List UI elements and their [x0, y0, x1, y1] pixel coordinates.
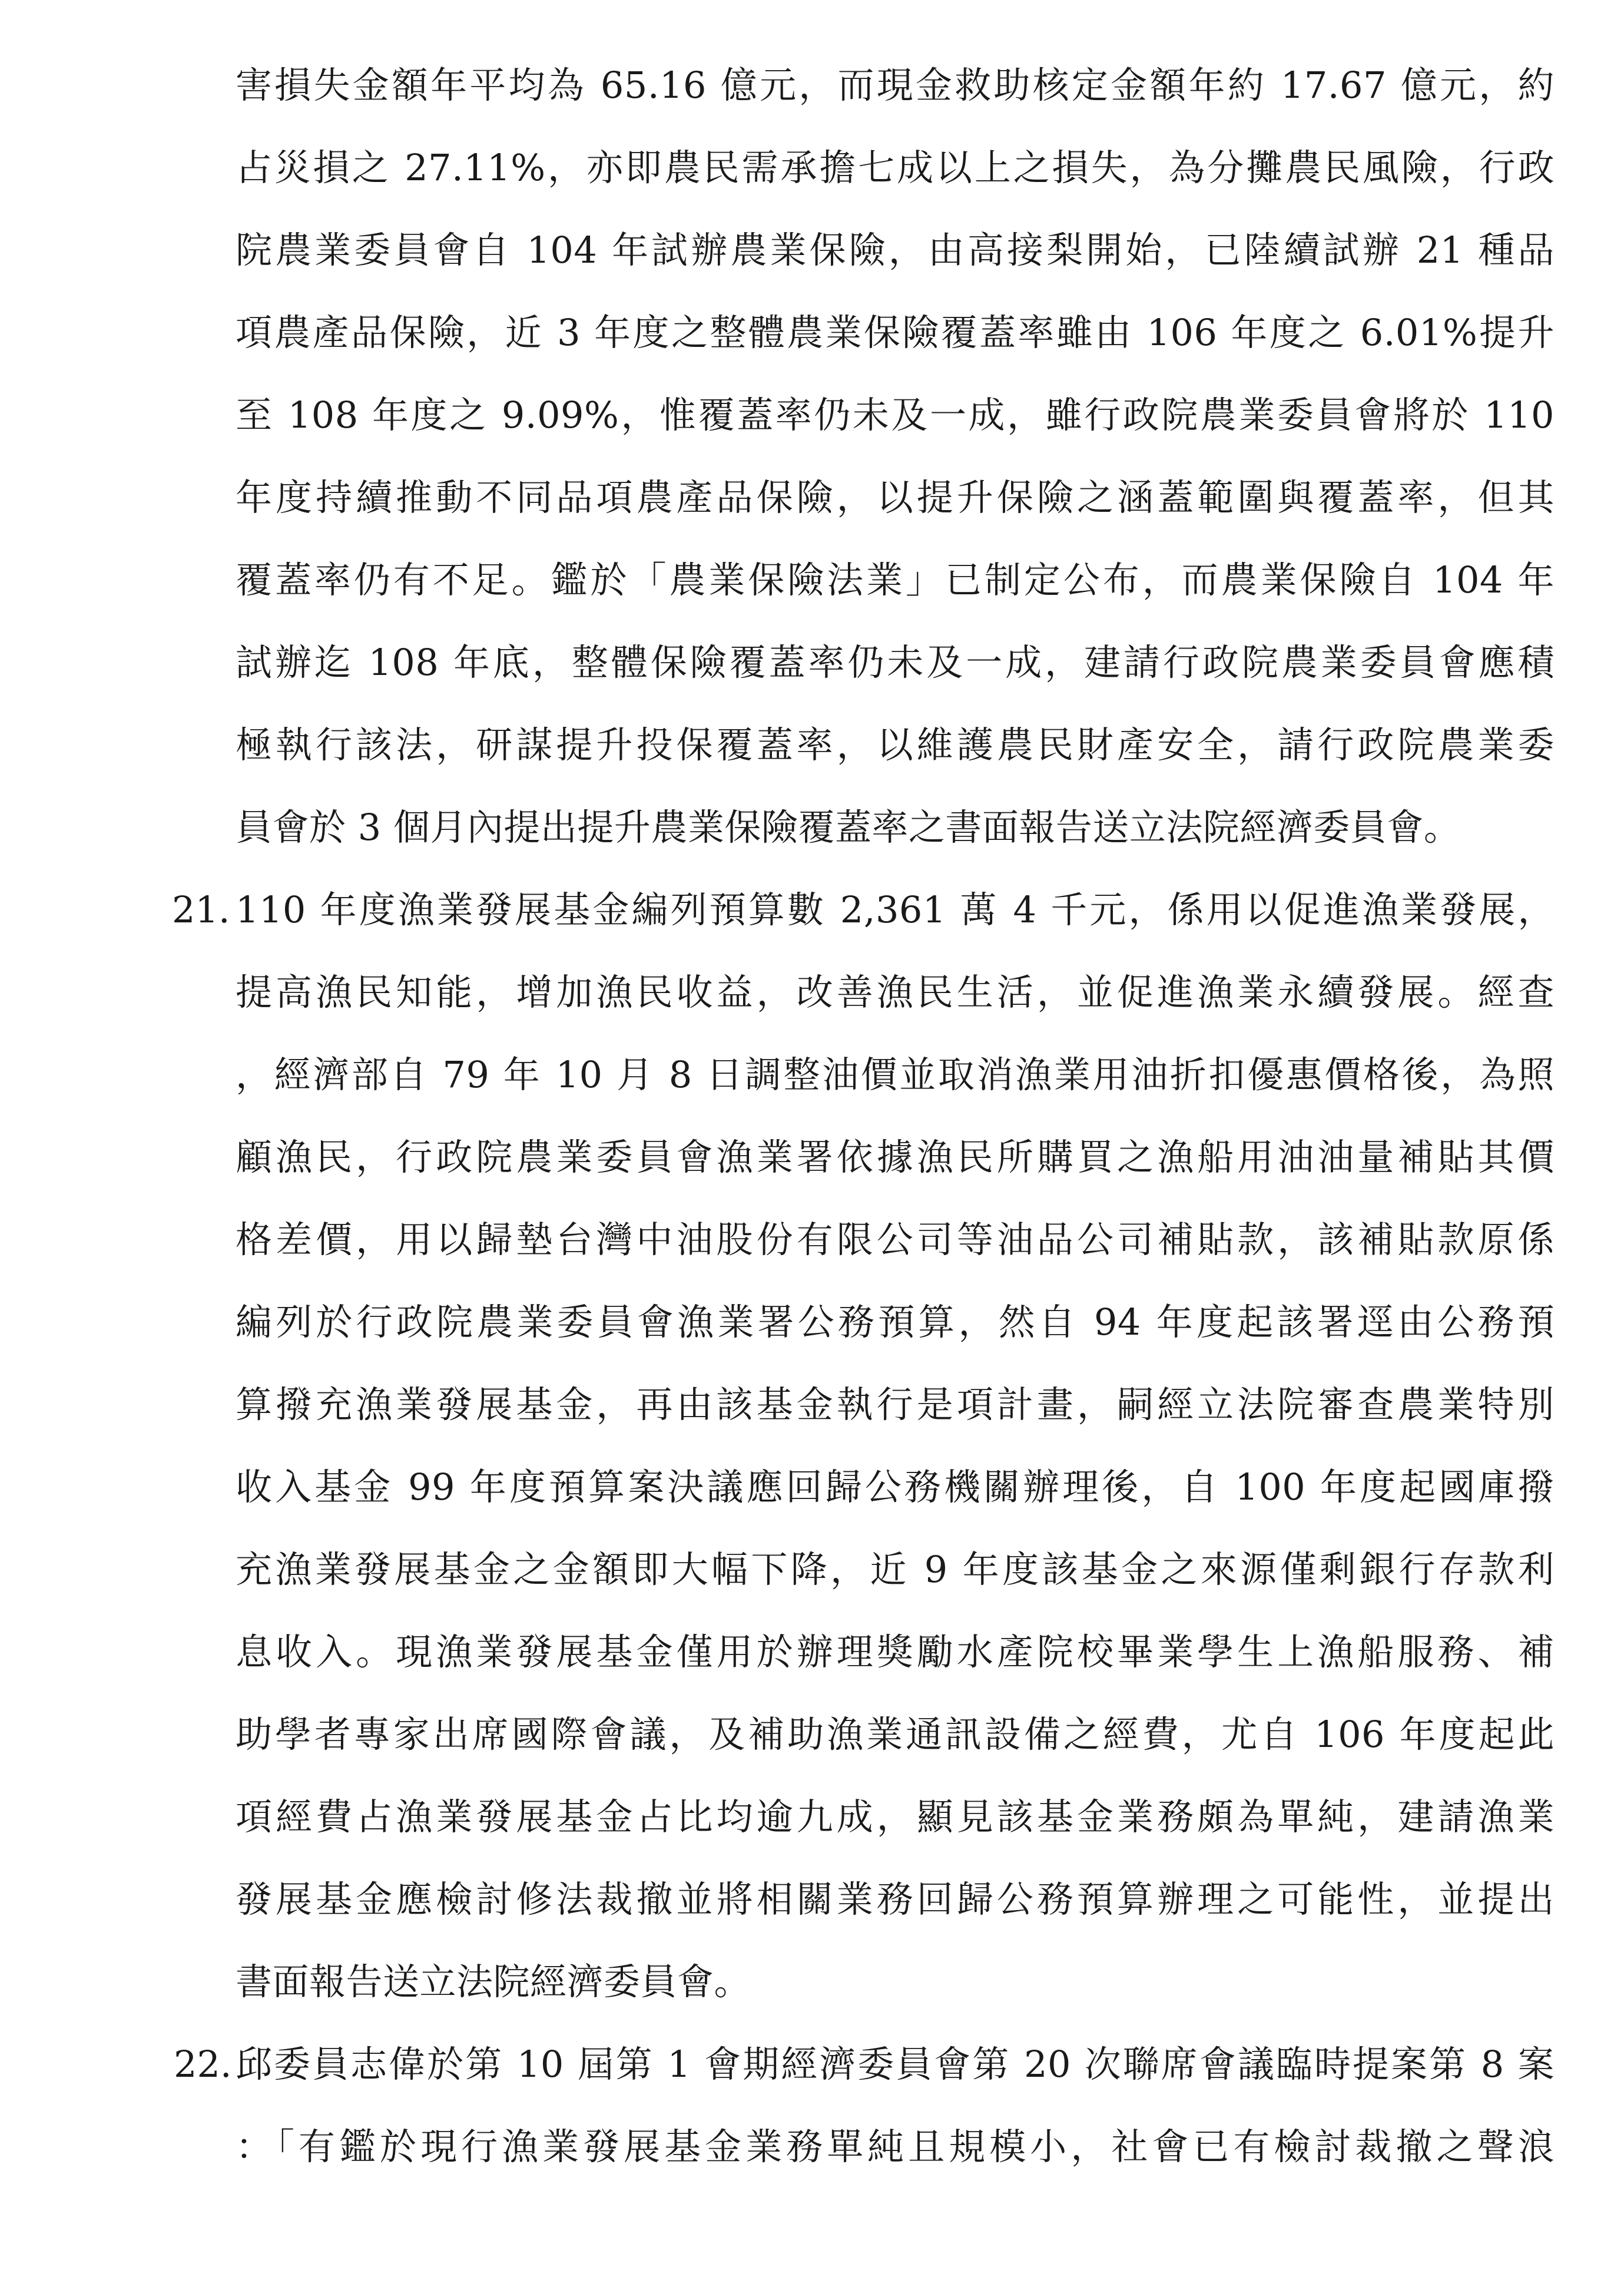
text-line: 書面報告送立法院經濟委員會。: [236, 1960, 751, 2003]
text-line: 收入基金 99 年度預算案決議應回歸公務機關辦理後，自 100 年度起國庫撥: [236, 1465, 1555, 1508]
text-line: 顧漁民，行政院農業委員會漁業署依據漁民所購買之漁船用油油量補貼其價: [236, 1136, 1555, 1179]
text-line: 至 108 年度之 9.09%，惟覆蓋率仍未及一成，雖行政院農業委員會將於 110: [236, 393, 1555, 436]
text-line: 充漁業發展基金之金額即大幅下降，近 9 年度該基金之來源僅剩銀行存款利: [236, 1548, 1555, 1591]
text-line: 格差價，用以歸墊台灣中油股份有限公司等油品公司補貼款，該補貼款原係: [236, 1218, 1555, 1261]
text-line: ，經濟部自 79 年 10 月 8 日調整油價並取消漁業用油折扣優惠價格後，為照: [236, 1053, 1555, 1096]
text-line: 年度持續推動不同品項農產品保險，以提升保險之涵蓋範圍與覆蓋率，但其: [236, 476, 1555, 519]
text-line: 試辦迄 108 年底，整體保險覆蓋率仍未及一成，建請行政院農業委員會應積: [236, 641, 1555, 684]
text-line: 占災損之 27.11%，亦即農民需承擔七成以上之損失，為分攤農民風險，行政: [236, 146, 1555, 189]
text-line: 害損失金額年平均為 65.16 億元，而現金救助核定金額年約 17.67 億元，約: [236, 64, 1555, 107]
text-line: 項經費占漁業發展基金占比均逾九成，顯見該基金業務頗為單純，建請漁業: [236, 1795, 1555, 1838]
text-line: 算撥充漁業發展基金，再由該基金執行是項計畫，嗣經立法院審查農業特別: [236, 1383, 1555, 1426]
text-line: 極執行該法，研謀提升投保覆蓋率，以維護農民財產安全，請行政院農業委: [236, 723, 1555, 766]
text-line: 項農產品保險，近 3 年度之整體農業保險覆蓋率雖由 106 年度之 6.01%提升: [236, 311, 1555, 354]
text-line: 發展基金應檢討修法裁撤並將相關業務回歸公務預算辦理之可能性，並提出: [236, 1878, 1555, 1921]
text-line: 院農業委員會自 104 年試辦農業保險，由高接梨開始，已陸續試辦 21 種品: [236, 229, 1555, 272]
text-line: 提高漁民知能，增加漁民收益，改善漁民生活，並促進漁業永續發展。經查: [236, 971, 1555, 1014]
item-number-21: 21.: [172, 888, 230, 931]
text-line: 邱委員志偉於第 10 屆第 1 會期經濟委員會第 20 次聯席會議臨時提案第 8 案: [236, 2043, 1555, 2086]
text-line: 覆蓋率仍有不足。鑑於「農業保險法業」已制定公布，而農業保險自 104 年: [236, 558, 1555, 601]
text-line: 息收入。現漁業發展基金僅用於辦理獎勵水產院校畢業學生上漁船服務、補: [236, 1630, 1555, 1673]
text-line: 助學者專家出席國際會議，及補助漁業通訊設備之經費，尤自 106 年度起此: [236, 1713, 1555, 1756]
item-number-22: 22.: [174, 2043, 232, 2086]
text-line: ：「有鑑於現行漁業發展基金業務單純且規模小，社會已有檢討裁撤之聲浪: [236, 2125, 1555, 2168]
text-line: 員會於 3 個月內提出提升農業保險覆蓋率之書面報告送立法院經濟委員會。: [236, 806, 1461, 849]
text-line: 編列於行政院農業委員會漁業署公務預算，然自 94 年度起該署逕由公務預: [236, 1301, 1555, 1343]
text-line: 110 年度漁業發展基金編列預算數 2,361 萬 4 千元，係用以促進漁業發展，: [236, 888, 1555, 931]
